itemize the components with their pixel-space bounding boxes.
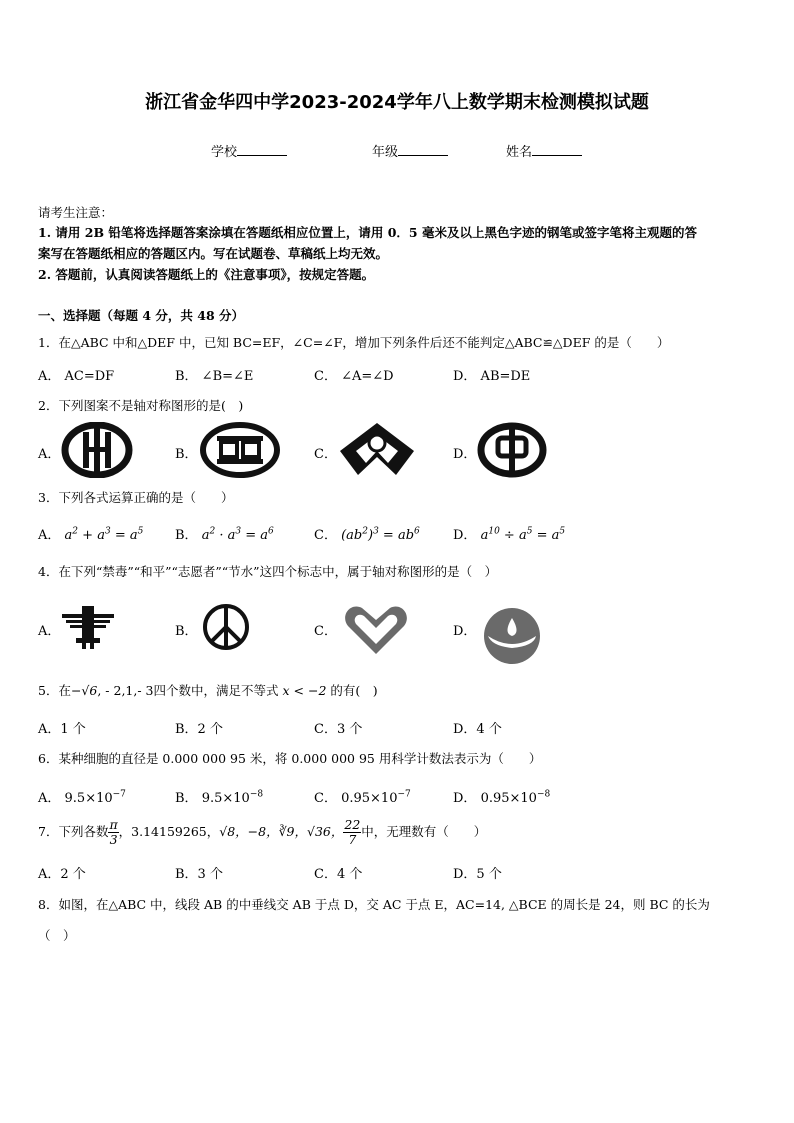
option-a[interactable]: A．	[38, 447, 61, 462]
option-d[interactable]: D．4 个	[453, 722, 502, 737]
option-b[interactable]: B． $9.5\times 10^{-8}$	[175, 789, 264, 806]
grade-field[interactable]: 年级	[372, 141, 448, 160]
option-b[interactable]: B．	[175, 624, 198, 639]
water-saving-icon	[482, 606, 542, 666]
option-d[interactable]: D．	[453, 624, 477, 639]
eagle-logo-icon	[60, 604, 116, 650]
option-a[interactable]: A．2 个	[38, 867, 86, 882]
option-d[interactable]: D． AB=DE	[453, 369, 531, 384]
question-stem: （ ）	[38, 928, 76, 943]
question-stem: 1．在△ABC 中和△DEF 中，已知 BC=EF，∠C=∠F，增加下列条件后还不能判定△ABC≌△DEF 的是（ ）	[38, 335, 670, 350]
school-field[interactable]: 学校	[211, 141, 287, 160]
notice-line: 2. 答题前，认真阅读答题纸上的《注意事项》，按规定答题。	[38, 267, 375, 282]
section-heading: 一、选择题（每题 4 分，共 48 分）	[38, 308, 245, 323]
option-d[interactable]: D． $a^{10} \div a^5 = a^5$	[453, 526, 566, 543]
notice-line: 案写在答题纸相应的答题区内。写在试题卷、草稿纸上均无效。	[38, 246, 389, 261]
name-field[interactable]: 姓名	[506, 141, 582, 160]
notice-line: 1. 请用 2B 铅笔将选择题答案涂填在答题纸相应位置上，请用 0．5 毫米及以上黑色字迹的钢笔或签字笔将主观题的答	[38, 225, 697, 240]
option-b[interactable]: B． ∠B=∠E	[175, 369, 254, 384]
volunteer-heart-icon	[342, 600, 410, 658]
bank-logo-icon	[476, 422, 548, 478]
peace-sign-icon	[201, 602, 251, 652]
option-c[interactable]: C． ∠A=∠D	[314, 369, 394, 384]
option-a[interactable]: A．	[38, 624, 61, 639]
option-c[interactable]: C． $(ab^2)^3 = ab^6$	[314, 526, 420, 543]
option-d[interactable]: D． $0.95\times 10^{-8}$	[453, 789, 551, 806]
option-a[interactable]: A． $a^2 + a^3 = a^5$	[38, 526, 144, 543]
bank-logo-icon	[199, 422, 281, 478]
option-b[interactable]: B．	[175, 447, 198, 462]
option-c[interactable]: C．3 个	[314, 722, 363, 737]
bank-logo-icon	[338, 421, 416, 477]
page-title: 浙江省金华四中学2023-2024学年八上数学期末检测模拟试题	[145, 92, 649, 113]
question-stem: 5．在−√6, - 2,1,- 3四个数中，满足不等式 x < −2 的有( )	[38, 683, 378, 698]
option-b[interactable]: B．3 个	[175, 867, 223, 882]
question-stem: 8．如图，在△ABC 中，线段 AB 的中垂线交 AB 于点 D，交 AC 于点 E，AC=14, △BCE 的周长是 24，则 BC 的长为	[38, 897, 710, 912]
question-stem: 6．某种细胞的直径是 0.000 000 95 米，将 0.000 000 95 用科学计数法表示为（ ）	[38, 751, 542, 766]
option-d[interactable]: D．5 个	[453, 867, 502, 882]
question-stem: 4．在下列“禁毒”“和平”“志愿者”“节水”这四个标志中，属于轴对称图形的是（ ）	[38, 564, 498, 579]
option-c[interactable]: C．4 个	[314, 867, 363, 882]
option-a[interactable]: A． AC=DF	[38, 369, 115, 384]
question-stem: 2．下列图案不是轴对称图形的是( )	[38, 398, 244, 413]
option-a[interactable]: A．1 个	[38, 722, 86, 737]
notice-heading: 请考生注意：	[38, 205, 114, 220]
option-c[interactable]: C．	[314, 624, 337, 639]
option-c[interactable]: C．	[314, 447, 337, 462]
question-stem: 7．下列各数 $\frac{\pi}{3}$ ，3.14159265，√8，−8，∛9，√36， $\frac{22}{7}$ 中，无理数有（ ）	[38, 817, 487, 847]
question-stem: 3．下列各式运算正确的是（ ）	[38, 490, 234, 505]
bank-logo-icon	[60, 422, 134, 478]
option-c[interactable]: C． $0.95\times 10^{-7}$	[314, 789, 411, 806]
option-a[interactable]: A． $9.5\times 10^{-7}$	[38, 789, 126, 806]
option-d[interactable]: D．	[453, 447, 477, 462]
option-b[interactable]: B．2 个	[175, 722, 223, 737]
option-b[interactable]: B． $a^2 \cdot a^3 = a^6$	[175, 526, 274, 543]
